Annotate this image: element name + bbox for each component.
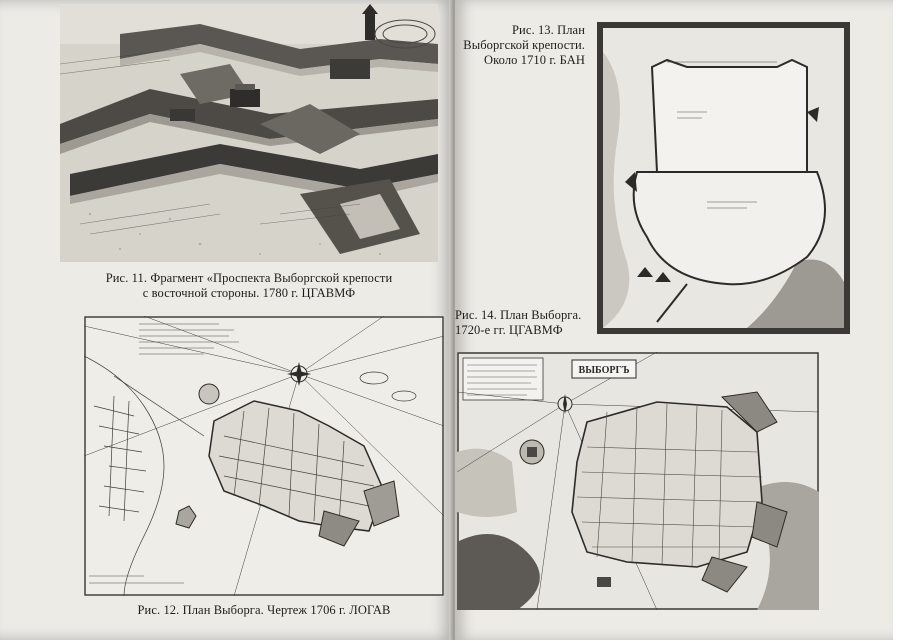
figure-13-caption-line-2: Выборгской крепости. [463, 38, 585, 52]
figure-14-cartouche-title: ВЫБОРГЪ [578, 365, 630, 376]
page-edge [893, 0, 913, 640]
left-page [0, 0, 455, 640]
right-page [455, 0, 893, 640]
figure-13-caption-line-3: Около 1710 г. БАН [483, 53, 585, 67]
figure-14-caption-line-1: Рис. 14. План Выборга. [455, 308, 582, 322]
figure-11-caption [60, 271, 438, 301]
figure-11-caption-line-1: Рис. 11. Фрагмент «Проспекта Выборгской крепости [105, 271, 393, 285]
figure-14-vyborg-plan-1720s [457, 352, 819, 610]
figure-12-caption: Рис. 12. План Выборга. Чертеж 1706 г. ЛОГАВ [137, 603, 391, 617]
figure-13-fortress-plan-1710 [597, 22, 850, 334]
figure-13-caption-line-1: Рис. 13. План [512, 23, 585, 37]
figure-14-caption-line-2: 1720-е гг. ЦГАВМФ [455, 323, 563, 337]
figure-13-caption [459, 23, 585, 68]
figure-12-vyborg-plan-1706 [84, 316, 444, 596]
figure-11-fortress-perspective [60, 4, 438, 262]
figure-14-caption [455, 308, 605, 338]
figure-11-caption-line-2: с восточной стороны. 1780 г. ЦГАВМФ [142, 286, 356, 300]
